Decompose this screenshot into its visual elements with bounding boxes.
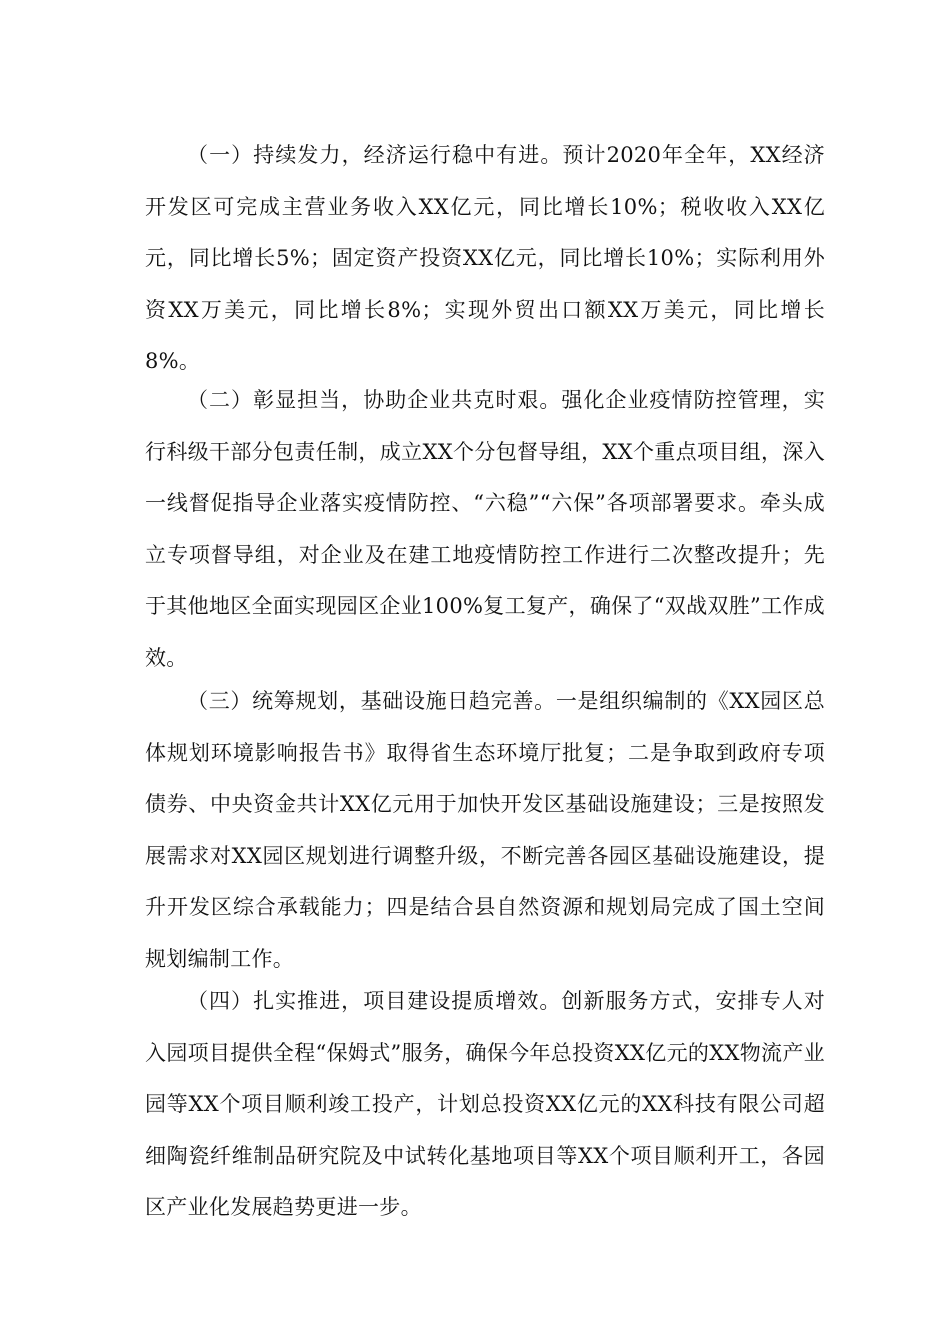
paragraph-enterprise-support: （二）彰显担当，协助企业共克时艰。强化企业疫情防控管理，实行科级干部分包责任制，成立XX个分包督导组，XX个重点项目组，深入一线督促指导企业落实疫情防控、“六稳”“六保”各项部署要求。牵头成立专项督导组，对企业及在建工地疫情防控工作进行二次整改提升；先于其他地区全面实现园区企业100%复工复产，确保了“双战双胜”工作成效。	[145, 388, 825, 670]
paragraph-infrastructure-planning: （三）统筹规划，基础设施日趋完善。一是组织编制的《XX园区总体规划环境影响报告书》取得省生态环境厅批复；二是争取到政府专项债券、中央资金共计XX亿元用于加快开发区基础设施建设；三是按照发展需求对XX园区规划进行调整升级，不断完善各园区基础设施建设，提升开发区综合承载能力；四是结合县自然资源和规划局完成了国土空间规划编制工作。	[145, 689, 825, 971]
paragraph-economic-operation: （一）持续发力，经济运行稳中有进。预计2020年全年，XX经济开发区可完成主营业务收入XX亿元，同比增长10%；税收收入XX亿元，同比增长5%；固定资产投资XX亿元，同比增长10%；实际利用外资XX万美元，同比增长8%；实现外贸出口额XX万美元，同比增长8%。	[145, 143, 825, 373]
paragraph-project-construction: （四）扎实推进，项目建设提质增效。创新服务方式，安排专人对入园项目提供全程“保姆式”服务，确保今年总投资XX亿元的XX物流产业园等XX个项目顺利竣工投产，计划总投资XX亿元的XX科技有限公司超细陶瓷纤维制品研究院及中试转化基地项目等XX个项目顺利开工，各园区产业化发展趋势更进一步。	[145, 989, 825, 1219]
